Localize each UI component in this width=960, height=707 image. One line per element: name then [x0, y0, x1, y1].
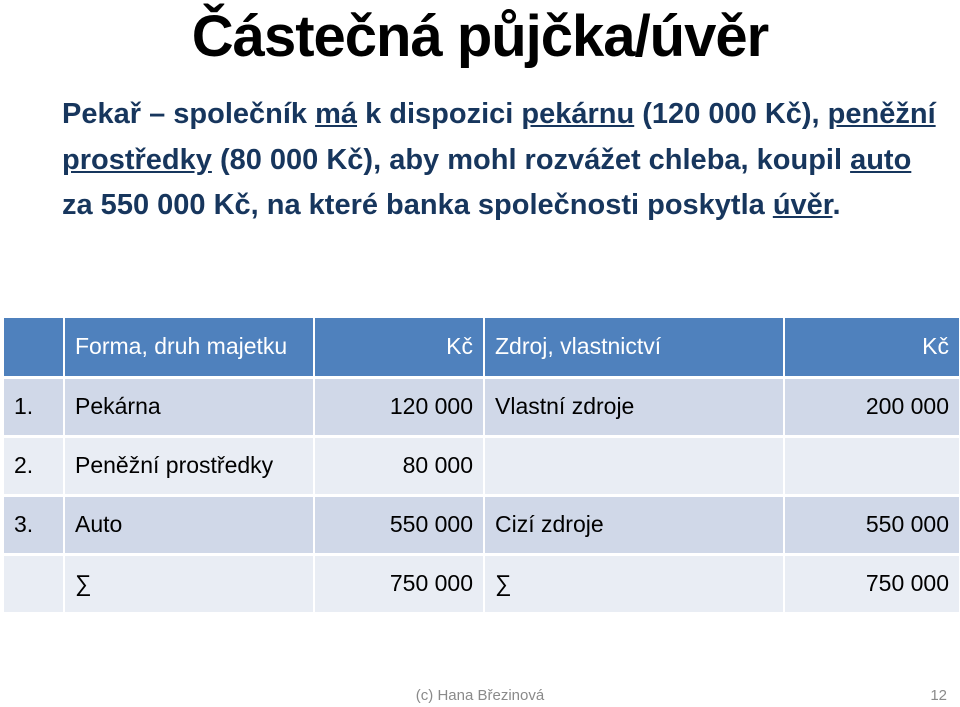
source-name: [484, 436, 784, 495]
source-value: 200 000: [784, 377, 960, 436]
table-row: [4, 495, 960, 554]
asset-value: 120 000: [314, 377, 484, 436]
header-asset-kc: Kč: [314, 318, 484, 377]
underlined-term-ma: má: [315, 98, 358, 130]
problem-statement: [62, 92, 942, 229]
row-index: 3.: [4, 495, 64, 554]
underlined-term-penezni-prostredky: peněžní prostředky: [62, 98, 936, 176]
asset-name: Peněžní prostředky: [64, 436, 314, 495]
table-total-row: [4, 554, 960, 613]
asset-value: 80 000: [314, 436, 484, 495]
source-name: Cizí zdroje: [484, 495, 784, 554]
source-value: [784, 436, 960, 495]
text-segment: za 550 000 Kč, na které banka společnosti poskytla: [62, 189, 773, 221]
table-row: [4, 436, 960, 495]
header-source: Zdroj, vlastnictví: [484, 318, 784, 377]
source-total: 750 000: [784, 554, 960, 613]
table-header-row: [4, 318, 960, 377]
text-segment: .: [832, 189, 841, 221]
asset-sum-symbol: ∑: [64, 554, 314, 613]
slide-title: Částečná půjčka/úvěr: [191, 4, 769, 69]
balance-table: [4, 318, 960, 615]
asset-name: Auto: [64, 495, 314, 554]
row-index: 1.: [4, 377, 64, 436]
text-segment: (80 000 Kč), aby mohl rozvážet chleba, koupil: [211, 143, 851, 176]
text-segment: Pekař – společník: [62, 98, 316, 130]
table-row: [4, 377, 960, 436]
asset-name: Pekárna: [64, 377, 314, 436]
asset-value: 550 000: [314, 495, 484, 554]
underlined-term-uver: úvěr: [772, 189, 833, 221]
text-segment: (120 000 Kč),: [634, 98, 828, 130]
source-value: 550 000: [784, 495, 960, 554]
footer-author: (c) Hana Březinová: [415, 687, 545, 704]
asset-total: 750 000: [314, 554, 484, 613]
row-index: [4, 554, 64, 613]
header-asset-type: Forma, druh majetku: [64, 318, 314, 377]
underlined-term-auto: auto: [850, 143, 912, 176]
underlined-term-pekarnu: pekárnu: [521, 98, 635, 130]
header-index: [4, 318, 64, 377]
text-segment: k dispozici: [357, 98, 522, 130]
source-sum-symbol: ∑: [484, 554, 784, 613]
source-name: Vlastní zdroje: [484, 377, 784, 436]
header-source-kc: Kč: [784, 318, 960, 377]
page-number: 12: [930, 687, 947, 704]
row-index: 2.: [4, 436, 64, 495]
